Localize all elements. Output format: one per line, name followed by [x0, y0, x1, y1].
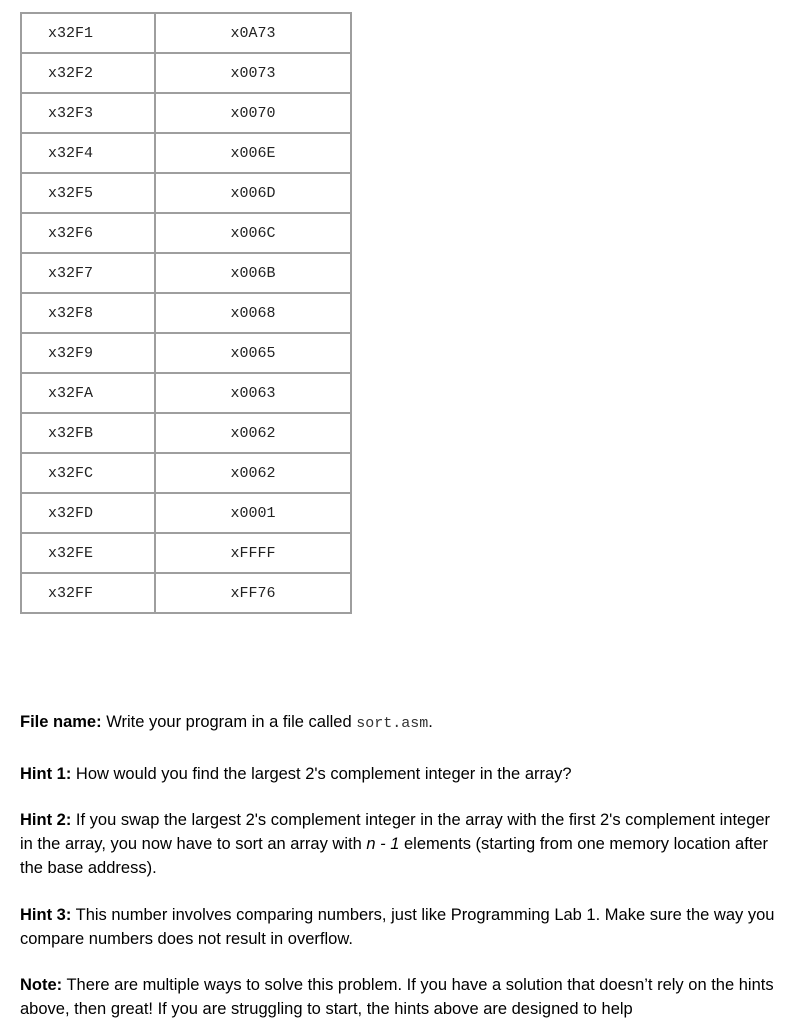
- memory-address-cell: x32FA: [21, 373, 155, 413]
- hint-3-paragraph: [20, 903, 785, 951]
- hint-3-text: This number involves comparing numbers, just like Programming Lab 1. Make sure the way you compare numbers does not result in overflow.: [20, 906, 775, 948]
- memory-value-cell: x0073: [155, 53, 351, 93]
- memory-value-cell: x0001: [155, 493, 351, 533]
- hint-1-text: How would you find the largest 2's complement integer in the array?: [71, 765, 572, 783]
- memory-value-cell: x0063: [155, 373, 351, 413]
- table-row: [21, 213, 351, 253]
- table-row: [21, 493, 351, 533]
- memory-address-cell: x32F8: [21, 293, 155, 333]
- memory-address-cell: x32F2: [21, 53, 155, 93]
- memory-value-cell: x006D: [155, 173, 351, 213]
- memory-address-cell: x32FF: [21, 573, 155, 613]
- table-row: [21, 333, 351, 373]
- memory-address-cell: x32F4: [21, 133, 155, 173]
- table-row: [21, 253, 351, 293]
- file-name-code: sort.asm: [356, 715, 429, 732]
- hint-2-label: Hint 2:: [20, 811, 72, 829]
- memory-address-cell: x32F7: [21, 253, 155, 293]
- memory-address-cell: x32F9: [21, 333, 155, 373]
- table-row: [21, 13, 351, 53]
- note-paragraph: [20, 973, 785, 1021]
- memory-address-cell: x32F3: [21, 93, 155, 133]
- memory-value-cell: x006E: [155, 133, 351, 173]
- memory-address-cell: x32FE: [21, 533, 155, 573]
- table-row: [21, 533, 351, 573]
- memory-value-cell: x0070: [155, 93, 351, 133]
- table-row: [21, 293, 351, 333]
- memory-value-cell: x0068: [155, 293, 351, 333]
- memory-value-cell: xFF76: [155, 573, 351, 613]
- memory-address-cell: x32F1: [21, 13, 155, 53]
- memory-address-cell: x32FD: [21, 493, 155, 533]
- table-row: [21, 133, 351, 173]
- table-row: [21, 573, 351, 613]
- memory-value-cell: x006B: [155, 253, 351, 293]
- table-row: [21, 453, 351, 493]
- hint-1-label: Hint 1:: [20, 765, 72, 783]
- hint-1-paragraph: [20, 762, 785, 786]
- memory-value-cell: x0065: [155, 333, 351, 373]
- table-row: [21, 373, 351, 413]
- note-label: Note:: [20, 976, 63, 994]
- memory-value-cell: x0A73: [155, 13, 351, 53]
- hint-2-paragraph: [20, 808, 785, 880]
- memory-address-cell: x32F5: [21, 173, 155, 213]
- memory-value-cell: x006C: [155, 213, 351, 253]
- file-name-text: Write your program in a file called: [101, 713, 357, 731]
- memory-address-cell: x32FC: [21, 453, 155, 493]
- memory-value-cell: x0062: [155, 413, 351, 453]
- table-row: [21, 413, 351, 453]
- table-row: [21, 173, 351, 213]
- file-name-end: .: [428, 713, 433, 731]
- memory-table-body: [21, 13, 351, 613]
- hint-2-text-a: If you swap the largest 2's complement integer in the array with the first 2's complement integer in the array, you now have to sort an array with: [20, 811, 771, 853]
- hint-2-n-expression: n - 1: [366, 835, 400, 853]
- memory-address-cell: x32FB: [21, 413, 155, 453]
- table-row: [21, 53, 351, 93]
- memory-value-cell: x0062: [155, 453, 351, 493]
- note-text: There are multiple ways to solve this problem. If you have a solution that doesn’t rely on the hints above, then great! If you are struggling to start, the hints above are designed to help: [20, 976, 774, 1018]
- memory-table: [20, 12, 352, 614]
- hint-3-label: Hint 3:: [20, 906, 72, 924]
- file-name-paragraph: [20, 710, 785, 736]
- hint-2-text-b: elements (starting from one memory location after the base address).: [20, 835, 769, 877]
- file-name-label: File name:: [20, 713, 102, 731]
- table-row: [21, 93, 351, 133]
- memory-address-cell: x32F6: [21, 213, 155, 253]
- memory-value-cell: xFFFF: [155, 533, 351, 573]
